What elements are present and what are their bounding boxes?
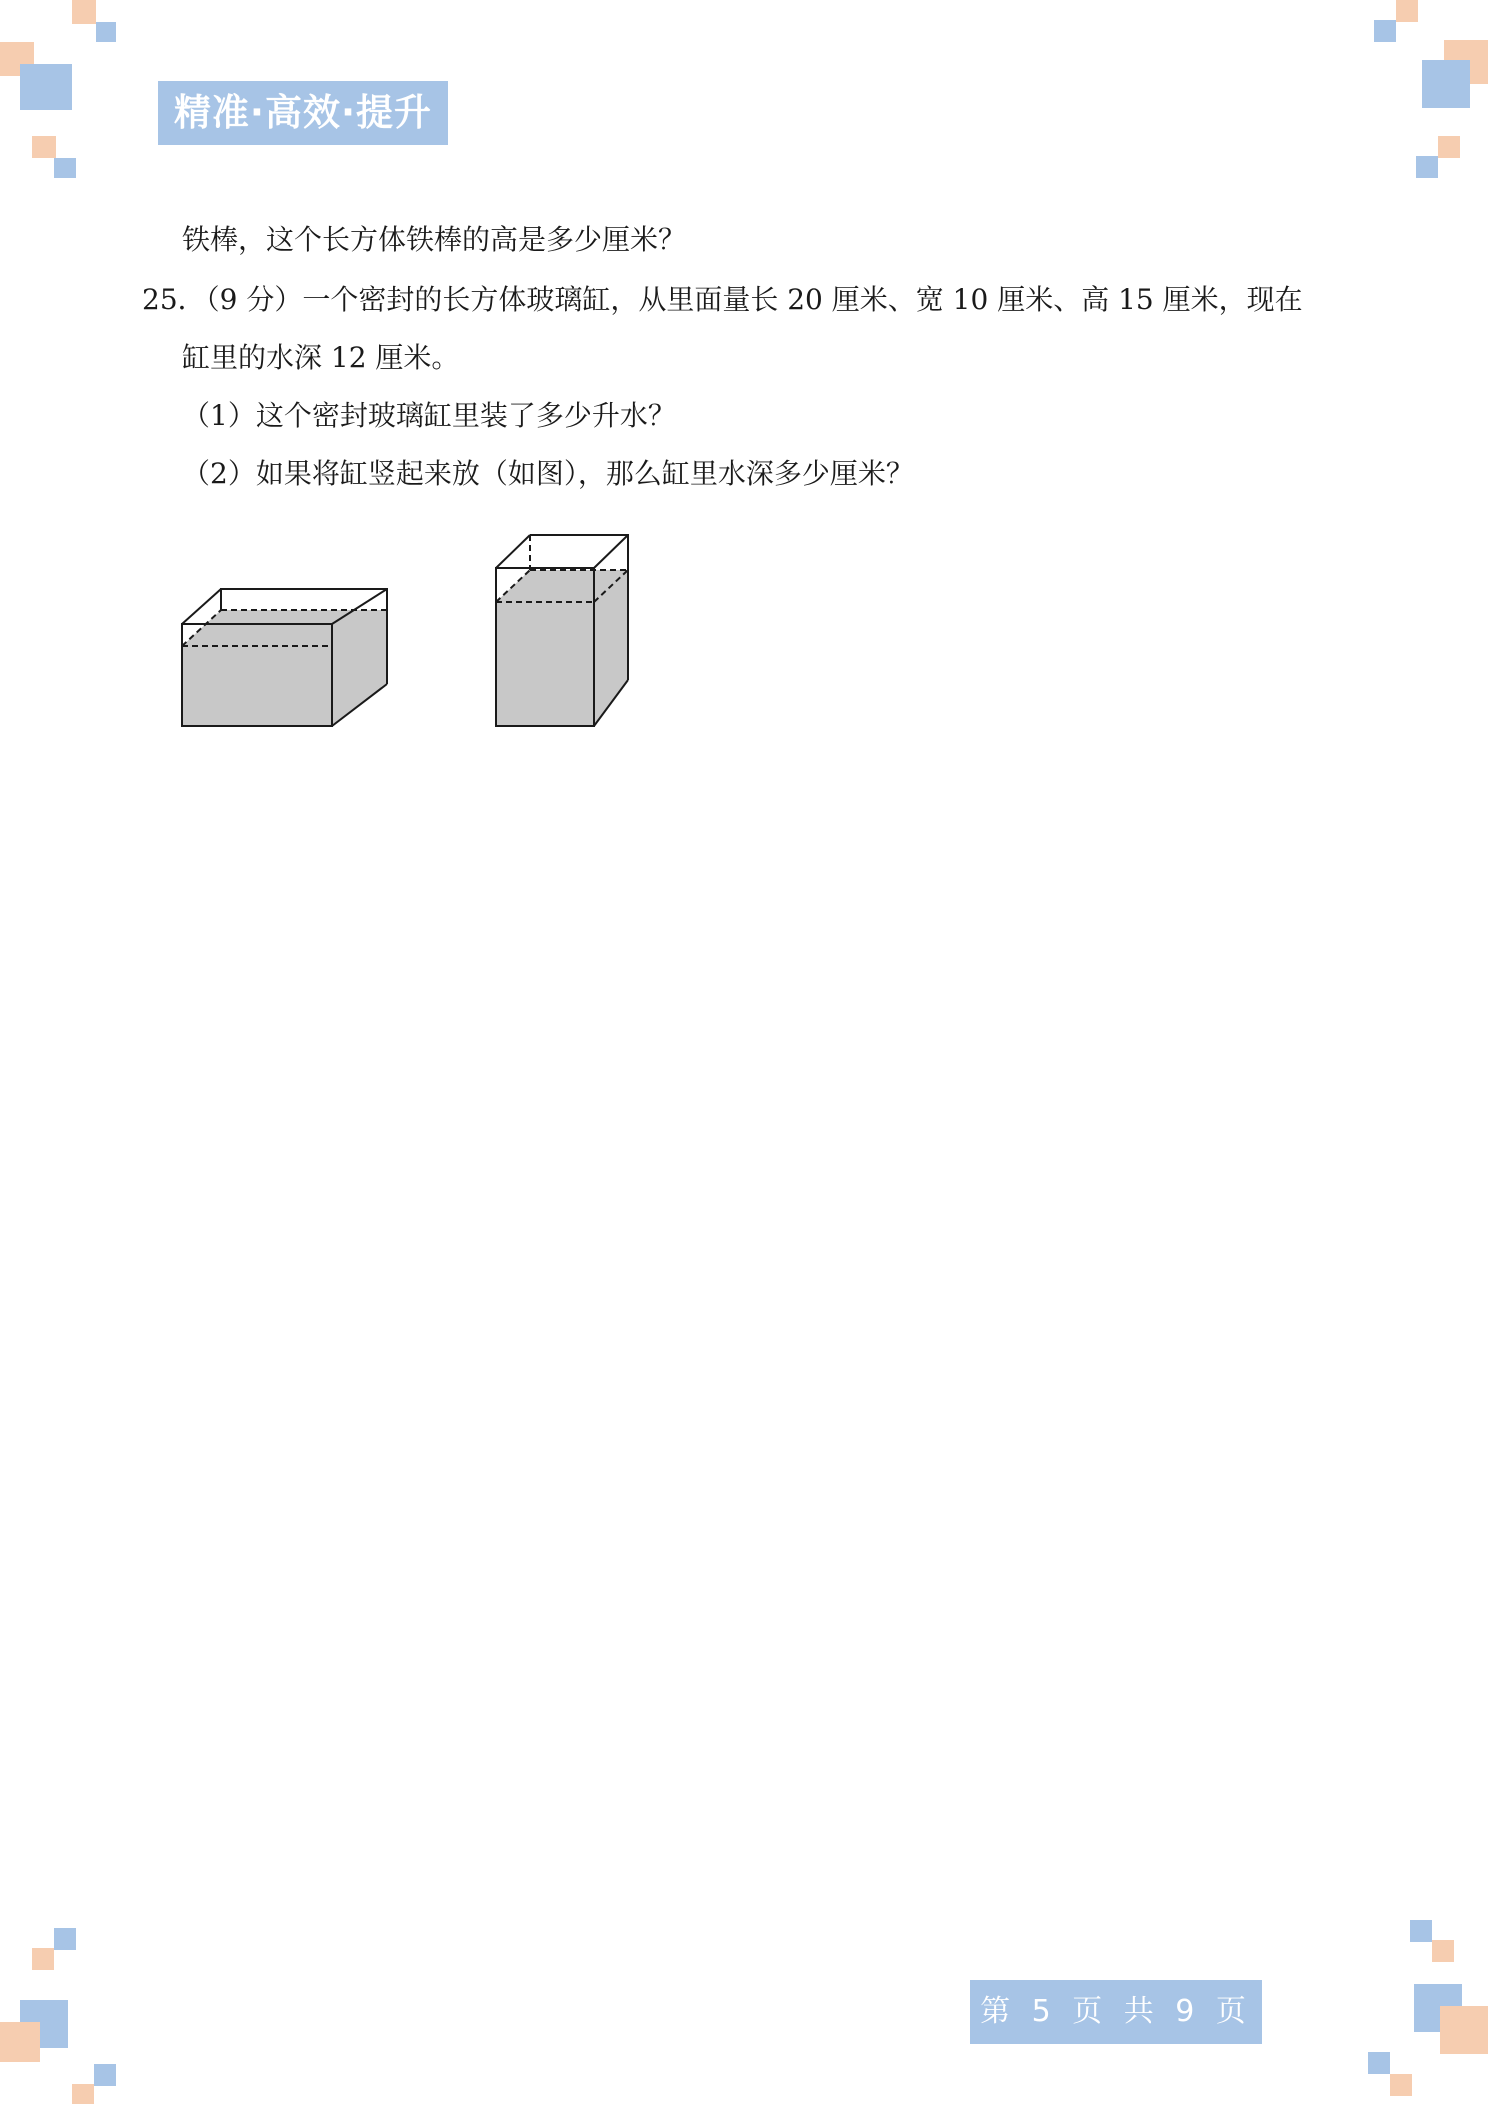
corner-square	[1374, 20, 1396, 42]
corner-square	[54, 158, 76, 178]
corner-square	[1422, 60, 1470, 108]
horizontal-tank	[182, 589, 387, 726]
corner-square	[1432, 1940, 1454, 1962]
page-indicator: 第 5 页 共 9 页	[970, 1980, 1262, 2044]
corner-square	[1396, 0, 1418, 22]
corner-square	[1440, 2006, 1488, 2054]
question-25-stem-cont: 缸里的水深 12 厘米。	[182, 341, 460, 374]
question-25-part-2: （2）如果将缸竖起来放（如图），那么缸里水深多少厘米？	[182, 457, 914, 490]
question-25-stem: 25．（9 分）一个密封的长方体玻璃缸，从里面量长 20 厘米、宽 10 厘米、高 15 厘米，现在	[142, 283, 1303, 316]
brand-banner: 精准·高效·提升	[158, 81, 448, 145]
corner-square	[32, 136, 56, 158]
corner-square	[1368, 2052, 1390, 2074]
upright-tank	[496, 535, 628, 726]
corner-square	[32, 1948, 54, 1970]
tanks-figure	[176, 512, 636, 732]
corner-square	[1438, 136, 1460, 158]
corner-square	[72, 2084, 94, 2104]
previous-question-tail: 铁棒，这个长方体铁棒的高是多少厘米？	[182, 223, 687, 256]
corner-square	[94, 2064, 116, 2086]
corner-square	[72, 0, 96, 24]
question-25-part-1: （1）这个密封玻璃缸里装了多少升水？	[182, 399, 676, 432]
corner-square	[20, 64, 72, 110]
corner-square	[0, 2022, 40, 2062]
corner-square	[54, 1928, 76, 1950]
corner-square	[1390, 2074, 1412, 2096]
corner-square	[1416, 156, 1438, 178]
corner-square	[96, 22, 116, 42]
corner-square	[1410, 1920, 1432, 1942]
